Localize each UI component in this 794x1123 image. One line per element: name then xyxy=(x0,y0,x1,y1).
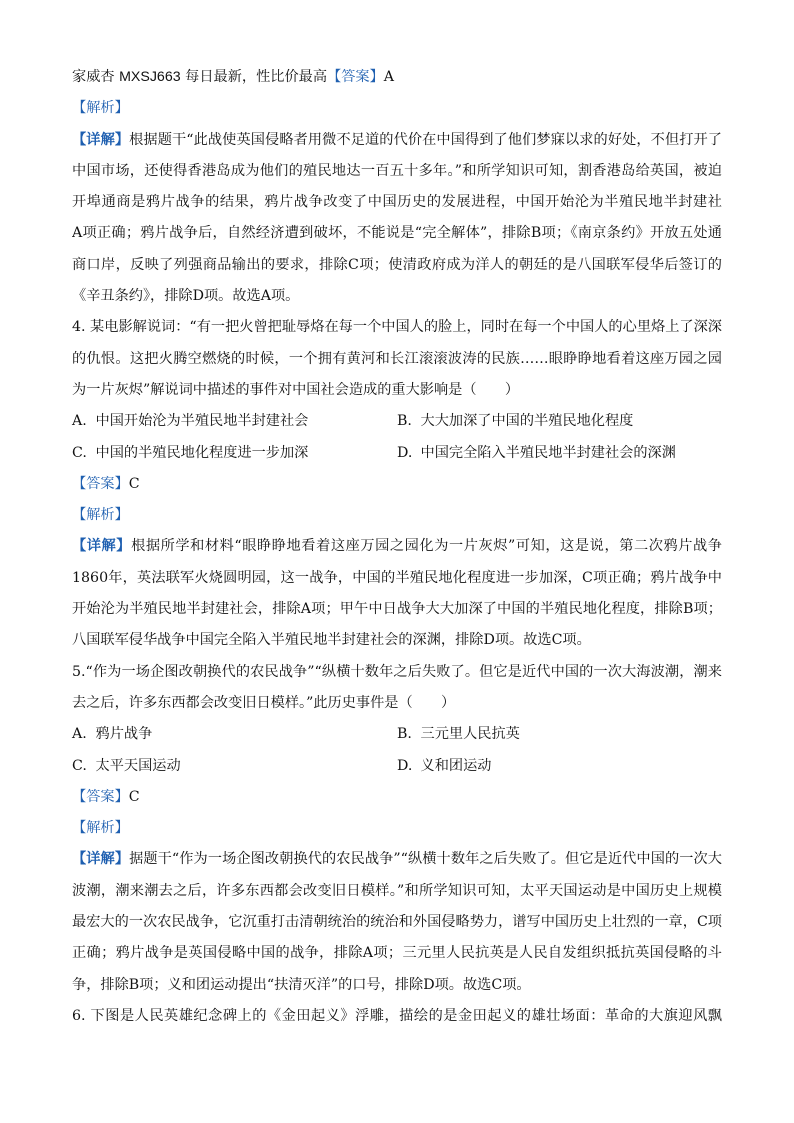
analysis-label-line xyxy=(72,500,722,531)
answer-value: C xyxy=(128,788,140,805)
option-text: 鸦片战争 xyxy=(95,726,153,743)
answer-label: 【答案】 xyxy=(72,475,129,492)
detail-line xyxy=(72,125,722,156)
options-row xyxy=(72,438,722,469)
analysis-label-line xyxy=(72,93,722,124)
option-letter: C. xyxy=(72,757,87,774)
answer-label: 【答案】 xyxy=(327,69,384,85)
option-text: 大大加深了中国的半殖民地化程度 xyxy=(420,413,634,430)
option-d xyxy=(397,751,722,782)
header-prefix: 家威杏 xyxy=(72,69,115,85)
detail-line: 开始沦为半殖民地半封建社会，排除A项；甲午中日战争大大加深了中国的半殖民地化程度，排除B项； xyxy=(72,601,722,618)
option-c xyxy=(72,438,397,469)
header-line xyxy=(72,62,722,93)
option-d xyxy=(397,438,722,469)
analysis-label: 【解析】 xyxy=(72,507,129,524)
option-text: 太平天国运动 xyxy=(95,757,181,774)
detail-text: 根据题干“此战使英国侵略者用微不足道的代价在中国得到了他们梦寐以求的好处，不但打开了 xyxy=(129,131,722,148)
detail-line: A项正确；鸦片战争后，自然经济遭到破坏，不能说是“完全解体”，排除B项；《南京条约》开放五处通 xyxy=(72,225,722,242)
detail-line: 《辛丑条约》，排除D项。故选A项。 xyxy=(72,288,300,305)
answer-line xyxy=(72,782,722,813)
detail-line: 1860年，英法联军火烧圆明园，这一战争，中国的半殖民地化程度进一步加深，C项正确；鸦片战争中 xyxy=(72,569,722,586)
detail-line: 中国市场，还使得香港岛成为他们的殖民地达一百五十多年。”和所学知识可知，割香港岛给英国，被迫 xyxy=(72,162,722,179)
options-row xyxy=(72,751,722,782)
detail-line: 最宏大的一次农民战争，它沉重打击清朝统治的统治和外国侵略势力，谱写中国历史上壮烈的一章，C项 xyxy=(72,914,722,931)
option-a xyxy=(72,719,397,750)
option-letter: B. xyxy=(397,726,412,743)
option-b xyxy=(397,406,722,437)
option-text: 义和团运动 xyxy=(420,757,492,774)
detail-label: 【详解】 xyxy=(72,851,130,868)
detail-text: 根据所学和材料“眼睁睁地看着这座万园之园化为一片灰烬”可知，这是说，第二次鸦片战争 xyxy=(131,538,722,555)
option-text: 中国完全陷入半殖民地半封建社会的深渊 xyxy=(420,444,676,461)
answer-value: A xyxy=(383,69,395,85)
analysis-label: 【解析】 xyxy=(72,820,129,837)
options-row xyxy=(72,719,722,750)
option-text: 中国的半殖民地化程度进一步加深 xyxy=(95,444,309,461)
detail-line: 争，排除B项；义和团运动提出“扶清灭洋”的口号，排除D项。故选C项。 xyxy=(72,976,531,993)
detail-line xyxy=(72,531,722,562)
option-a xyxy=(72,406,397,437)
option-b xyxy=(397,719,722,750)
detail-label: 【详解】 xyxy=(72,131,130,148)
question-stem-line: 6. 下图是人民英雄纪念碑上的《金田起义》浮雕，描绘的是金田起义的雄壮场面：革命的大旗迎风飘 xyxy=(72,1007,722,1024)
detail-line: 开埠通商是鸦片战争的结果，鸦片战争改变了中国历史的发展进程，中国开始沦为半殖民地半封建社 xyxy=(72,194,722,211)
analysis-label-line xyxy=(72,813,722,844)
question-stem-line: 4. 某电影解说词：“有一把火曾把耻辱烙在每一个中国人的脸上，同时在每一个中国人的心里烙上了深深 xyxy=(72,319,722,336)
detail-line: 正确；鸦片战争是英国侵略中国的战争，排除A项；三元里人民抗英是人民自发组织抵抗英国侵略的斗 xyxy=(72,945,722,962)
answer-value: C xyxy=(128,475,140,492)
answer-line xyxy=(72,469,722,500)
option-letter: A. xyxy=(72,726,87,743)
detail-label: 【详解】 xyxy=(72,538,132,555)
option-c xyxy=(72,751,397,782)
options-row xyxy=(72,406,722,437)
detail-line: 波潮，潮来潮去之后，许多东西都会改变旧日模样。”和所学知识可知，太平天国运动是中国历史上规模 xyxy=(72,882,722,899)
option-letter: D. xyxy=(397,444,413,461)
question-stem-line: 为一片灰烬”解说词中描述的事件对中国社会造成的重大影响是（ ） xyxy=(72,381,520,398)
option-letter: A. xyxy=(72,413,87,430)
detail-text: 据题干“作为一场企图改朝换代的农民战争”“纵横十数年之后失败了。但它是近代中国的一次大 xyxy=(129,851,722,868)
option-letter: B. xyxy=(397,413,412,430)
option-text: 中国开始沦为半殖民地半封建社会 xyxy=(95,413,309,430)
document-page xyxy=(72,62,722,1032)
detail-line: 商口岸，反映了列强商品输出的要求，排除C项；使清政府成为洋人的朝廷的是八国联军侵华后签订的 xyxy=(72,256,722,273)
option-letter: C. xyxy=(72,444,87,461)
option-text: 三元里人民抗英 xyxy=(420,726,520,743)
detail-line xyxy=(72,844,722,875)
detail-line: 八国联军侵华战争中国完全陷入半殖民地半封建社会的深渊，排除D项。故选C项。 xyxy=(72,632,591,649)
question-stem-line: 的仇恨。这把火腾空燃烧的时候，一个拥有黄河和长江滚滚波涛的民族……眼睁睁地看着这座万园之园 xyxy=(72,350,722,367)
analysis-label: 【解析】 xyxy=(72,100,129,117)
answer-label: 【答案】 xyxy=(72,788,129,805)
question-stem-line: 去之后，许多东西都会改变旧日模样。”此历史事件是（ ） xyxy=(72,694,456,711)
option-letter: D. xyxy=(397,757,413,774)
question-stem-line: 5.“作为一场企图改朝换代的农民战争”“纵横十数年之后失败了。但它是近代中国的一次大海波潮，潮来 xyxy=(72,663,722,680)
header-code: MXSJ663 xyxy=(119,69,181,85)
header-tagline: 每日最新，性比价最高 xyxy=(185,69,328,85)
